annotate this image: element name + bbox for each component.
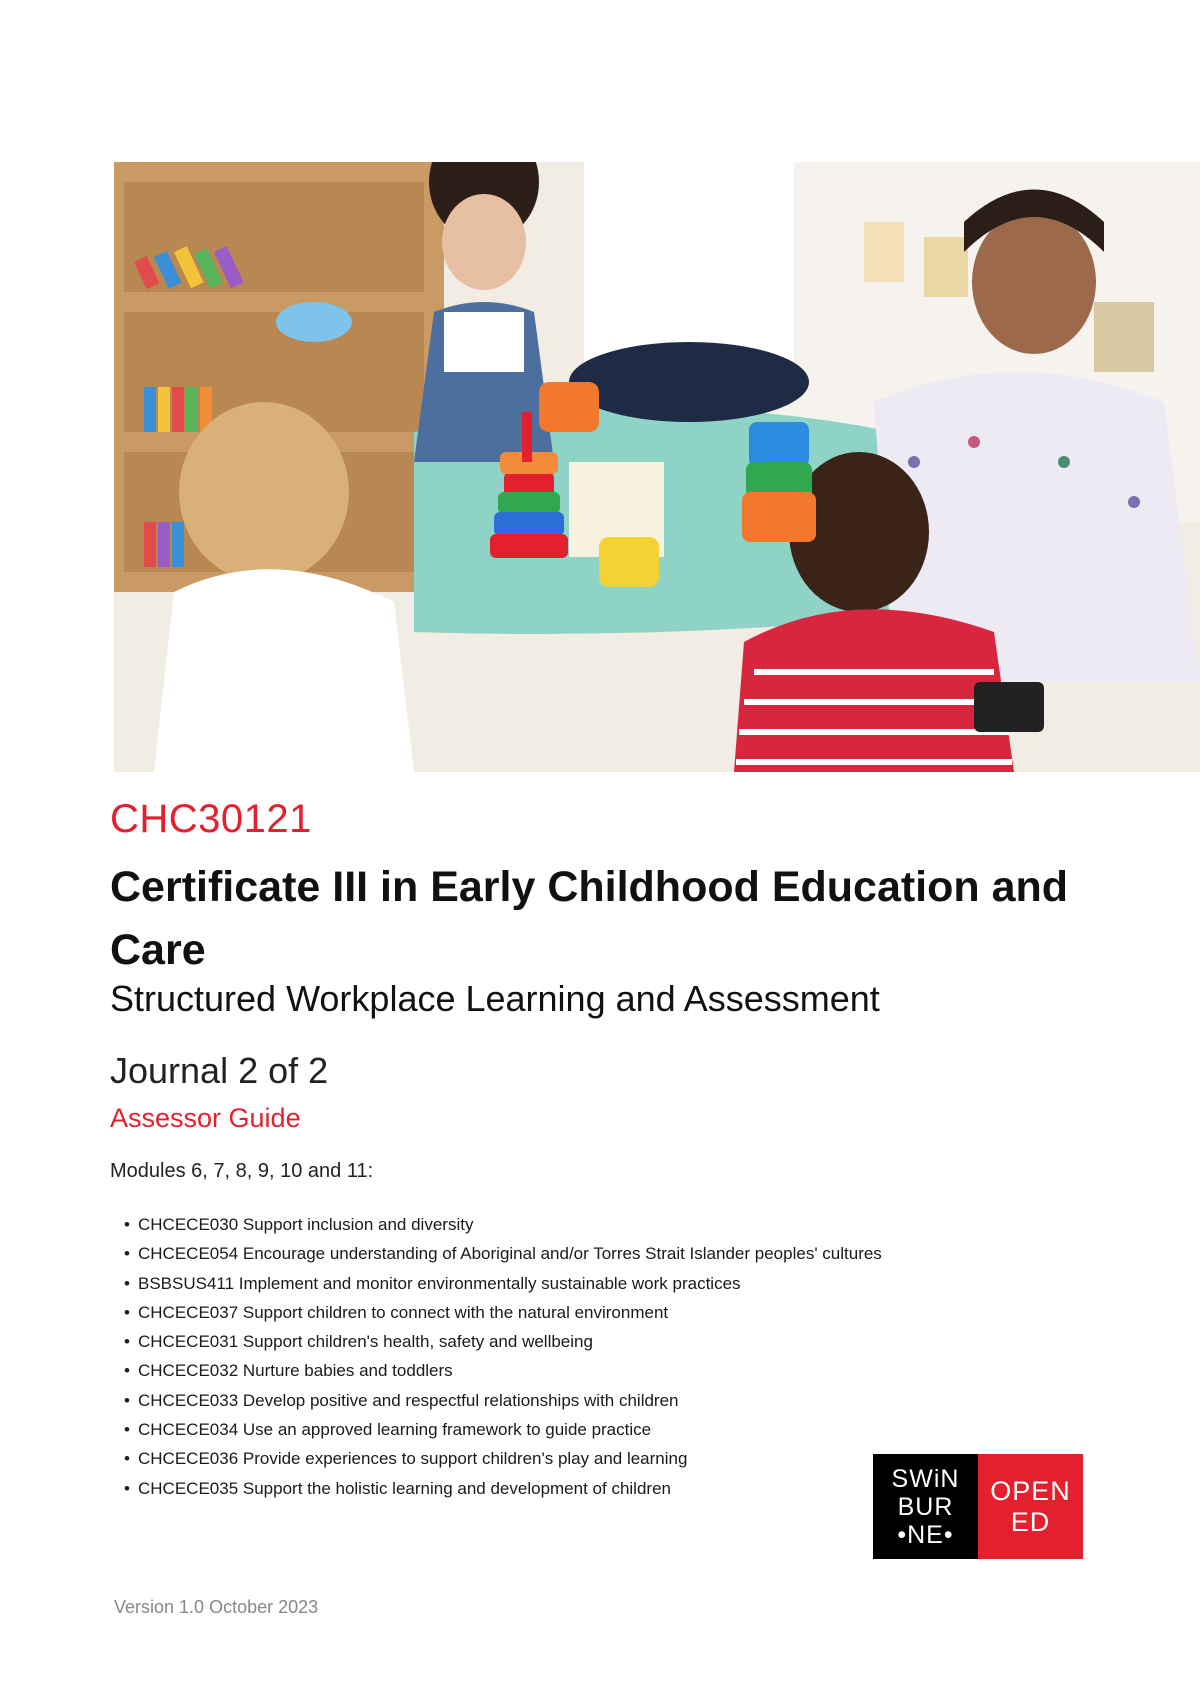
- bullet-icon: •: [124, 1244, 130, 1264]
- unit-text: CHCECE033 Develop positive and respectful relationships with children: [138, 1390, 679, 1410]
- unit-text: BSBSUS411 Implement and monitor environmentally sustainable work practices: [138, 1273, 741, 1293]
- unit-item: [124, 1386, 882, 1415]
- unit-item: [124, 1327, 882, 1356]
- guide-label: Assessor Guide: [110, 1103, 301, 1133]
- unit-text: CHCECE032 Nurture babies and toddlers: [138, 1361, 453, 1381]
- unit-text: CHCECE035 Support the holistic learning and development of children: [138, 1478, 671, 1498]
- unit-text: CHCECE030 Support inclusion and diversity: [138, 1215, 474, 1234]
- logo-open: OPEN: [990, 1475, 1071, 1506]
- bullet-icon: •: [124, 1390, 130, 1410]
- logo-swinburne-block: [873, 1454, 978, 1559]
- unit-item: [124, 1298, 882, 1327]
- course-subtitle: Structured Workplace Learning and Assessment: [110, 978, 880, 1019]
- course-code: CHC30121: [110, 797, 312, 841]
- unit-item: [124, 1210, 882, 1239]
- unit-item: [124, 1415, 882, 1444]
- unit-item: [124, 1239, 882, 1268]
- bullet-icon: •: [124, 1332, 130, 1352]
- logo-line: SWiN: [891, 1464, 960, 1493]
- swinburne-open-ed-logo: [873, 1454, 1083, 1559]
- unit-text: CHCECE034 Use an approved learning framework to guide practice: [138, 1420, 652, 1440]
- logo-open-ed-block: [978, 1454, 1083, 1559]
- unit-item: [124, 1474, 882, 1503]
- unit-text: CHCECE036 Provide experiences to support children's play and learning: [138, 1449, 688, 1469]
- unit-text: CHCECE031 Support children's health, safety and wellbeing: [138, 1332, 593, 1352]
- bullet-icon: •: [124, 1420, 130, 1440]
- unit-item: [124, 1269, 882, 1298]
- unit-text: CHCECE054 Encourage understanding of Aboriginal and/or Torres Strait Islander peoples' cultures: [138, 1244, 882, 1264]
- bullet-icon: •: [124, 1215, 130, 1234]
- bullet-icon: •: [124, 1273, 130, 1293]
- logo-line: •NE•: [897, 1520, 954, 1549]
- classroom-illustration: [114, 162, 1200, 772]
- bullet-icon: •: [124, 1478, 130, 1498]
- unit-item: [124, 1444, 882, 1473]
- modules-intro: Modules 6, 7, 8, 9, 10 and 11:: [110, 1160, 374, 1182]
- bullet-icon: •: [124, 1449, 130, 1469]
- bullet-icon: •: [124, 1361, 130, 1381]
- logo-ed: ED: [1010, 1506, 1051, 1537]
- unit-list: [124, 1210, 882, 1503]
- bullet-icon: •: [124, 1302, 130, 1322]
- journal-label: Journal 2 of 2: [110, 1050, 329, 1091]
- unit-text: CHCECE037 Support children to connect with the natural environment: [138, 1302, 669, 1322]
- course-title: Certificate III in Early Childhood Education and Care: [110, 863, 1069, 974]
- version-label: Version 1.0 October 2023: [114, 1597, 319, 1617]
- logo-line: BUR: [897, 1492, 954, 1521]
- unit-item: [124, 1356, 882, 1385]
- hero-photo: [114, 162, 1200, 772]
